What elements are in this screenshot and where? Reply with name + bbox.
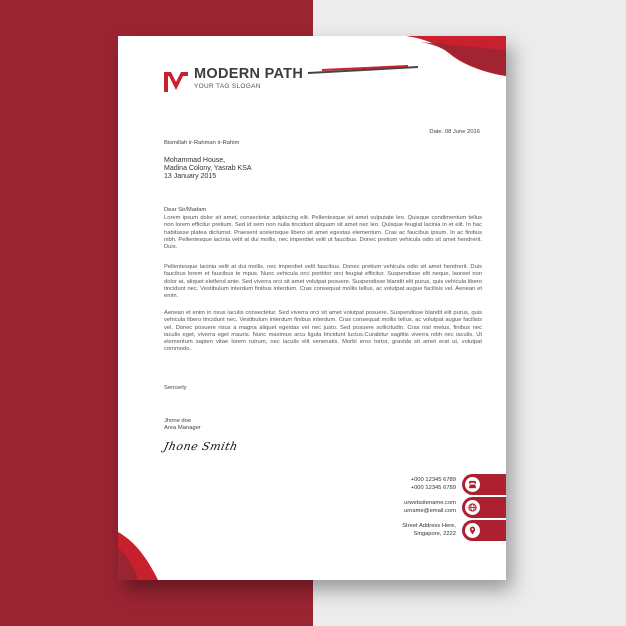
- phone-number: +000 12345 6789: [410, 484, 456, 491]
- recipient-address: [164, 157, 252, 181]
- address-line: 13 January 2015: [164, 173, 217, 180]
- web-tab: [462, 497, 506, 518]
- contact-web: [404, 500, 456, 515]
- website: urwebsitename.com: [404, 500, 456, 506]
- contact-phones: [411, 477, 456, 492]
- signer-name: Jhone doe: [164, 418, 192, 424]
- city-address: Singapore, 2222: [413, 530, 456, 537]
- address-tab: [462, 520, 506, 541]
- logo-m-icon: [162, 66, 190, 94]
- signer-title: Area Manager: [164, 425, 201, 431]
- phone-tab: [462, 474, 506, 495]
- location-pin-icon: [465, 523, 480, 538]
- letterhead-page: [118, 36, 506, 580]
- logo: [162, 66, 303, 94]
- email: urname@email.com: [404, 507, 456, 514]
- address-line: Madina Colony, Yasrab KSA: [164, 165, 252, 172]
- street-address: Street Address Here,: [402, 523, 456, 529]
- phone-icon: [465, 477, 480, 492]
- globe-icon: [465, 500, 480, 515]
- contact-address: [402, 523, 456, 538]
- logo-slogan: YOUR TAG SLOGAN: [194, 83, 261, 90]
- body-paragraph: Aenean et enim in risus iaculis consectetur. Sed viverra orci sit amet volutpat posuere. Suspendisse blandit elit purus, quis vehicula libero tincidunt nec. Vestibulum interdum finibus interdum. Cras consequat mollis tellus, ac volutpat augue facilisis vel. Donec posuere risus a magna aliquet egestas vel nec justo. Sed posuere sollicitudin. Cras nisl metus, finibus nec iaculis eget, viverra eget mauris. Nunc maximus arcu ligula tincidunt luctus.Curabitur sagittis viverra nibh nec iaculis. Ut elementum sapien vitae lorem rutrum, nec iaculis elit venenatis. Morbi eros tortor, gravida sit amet erat ut, volutpat commodo.: [164, 310, 482, 353]
- closing: Sencerly: [164, 385, 187, 391]
- body-paragraph: Lorem ipsum dolor sit amet, consectetur adipiscing elit. Pellentesque sit amet vulputate leo. Quisque condimentum tellus non lorem efficitur pretium. Sed id sem non nulla tincidunt aliquam sit amet nec leo. Quisque feugiat lacinia in et elit. In hac habitasse platea dictumst. Praesent scelerisque libero sit amet egestas elementum. Cras ac faucibus ipsum. In ac finibus nibh. Pellentesque lacinia velit at dui mollis, nec imperdiet velit ut faucibus. Donec pretium vehicula odio sit amet hendrerit. Duis.: [164, 215, 482, 250]
- logo-name: MODERN PATH: [194, 66, 304, 82]
- salutation: Bismillah ir-Rahman ir-Rahim: [164, 140, 240, 146]
- address-line: Mohammad House,: [164, 157, 226, 164]
- greeting: Dear Sir/Madam: [164, 207, 207, 213]
- handwritten-signature: Jhone Smith: [162, 440, 240, 453]
- letterhead-decoration: [118, 36, 506, 580]
- phone-number: +000 12345 6789: [410, 477, 456, 483]
- body-paragraph: Pellentesque lacinia velit at dui mollis, nec imperdiet velit faucibus. Donec pretium vehicula odio sit amet hendrerit. Duis faucibus lorem et faucibus te mpus. Nunc vehicula orci porttitor orci feugiat efficitur. Suspendisse elit neque, laoreet non dolor at, aliquet eleifend ante. Sed viverra orci sit amet volutpat posuere. Suspendisse blandit elit purus, quis vehicula libero tincidunt nec. Vestibulum interdum finibus interdum. Cras consequat mollis tellus, ac volutpat augue facilisis vel. Aenean et enim.: [164, 264, 482, 299]
- letter-date: Date. 08 June 2016: [429, 129, 480, 135]
